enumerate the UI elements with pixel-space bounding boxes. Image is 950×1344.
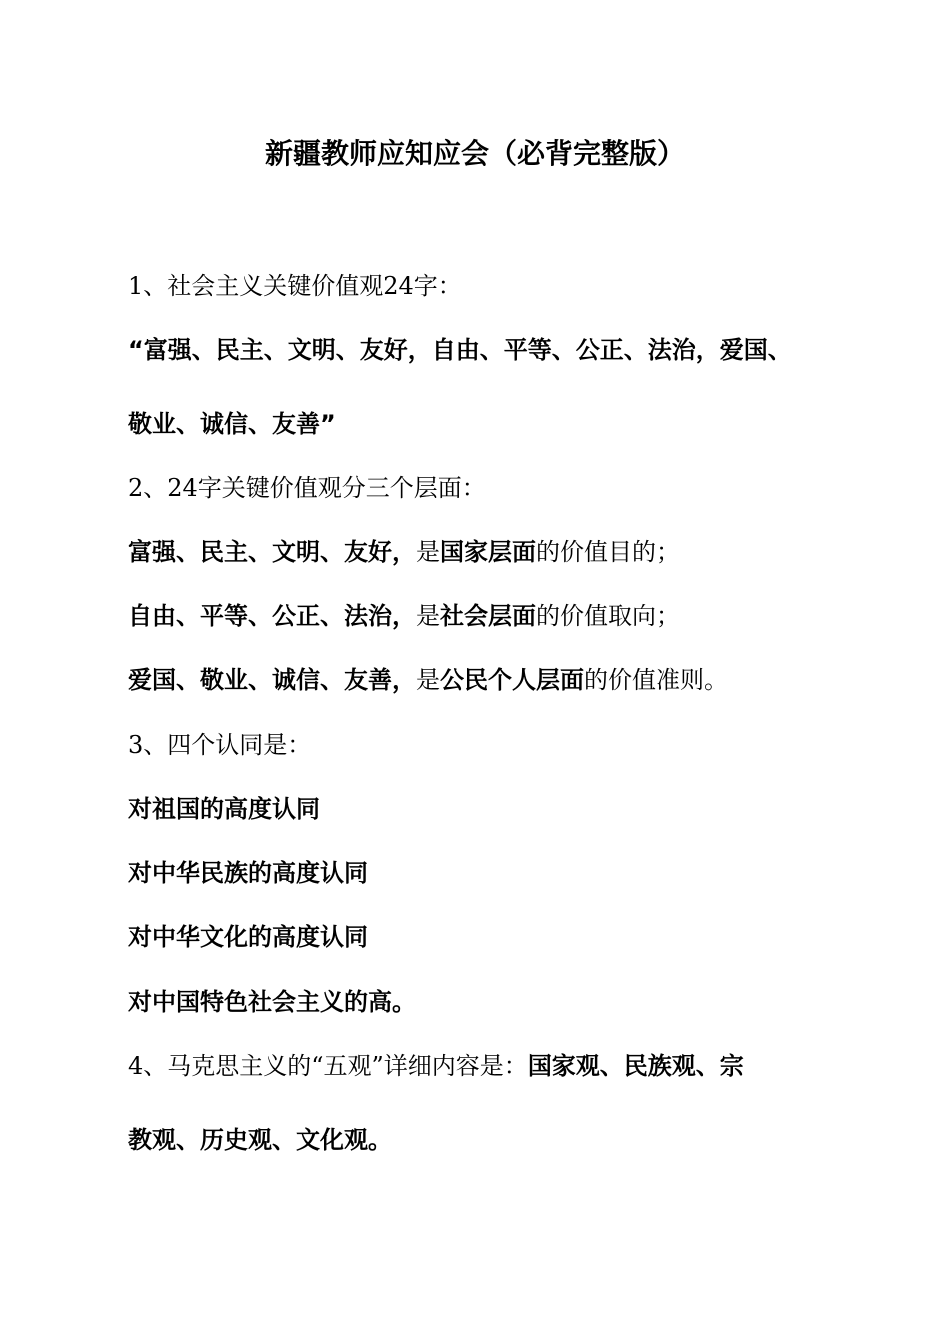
section-3-heading: 3、四个认同是： [128, 731, 312, 759]
identity-item-nation: 对中华民族的高度认同 [128, 859, 368, 887]
copula: 是 [416, 538, 440, 566]
values-list: 爱国、敬业、诚信、友善， [128, 666, 416, 694]
section-2-row-national [128, 536, 680, 568]
copula: 是 [416, 666, 440, 694]
level-tail: 的价值准则。 [584, 666, 728, 694]
level-tail: 的价值取向； [536, 602, 680, 630]
level-tail: 的价值目的； [536, 538, 680, 566]
section-4-body-line-2: 教观、历史观、文化观。 [128, 1126, 392, 1154]
section-1-heading: 1、社会主义关键价值观24字： [128, 272, 462, 300]
section-4-heading: 4、马克思主义的“五观”详细内容是： [128, 1052, 528, 1080]
section-4-heading-line [128, 1050, 744, 1082]
copula: 是 [416, 602, 440, 630]
document-title: 新疆教师应知应会（必背完整版） [264, 137, 685, 170]
section-2-row-citizen [128, 664, 728, 696]
identity-item-culture: 对中华文化的高度认同 [128, 923, 368, 951]
level-label: 国家层面 [440, 538, 536, 566]
section-2-row-social [128, 600, 680, 632]
section-1-body-line-1: “富强、民主、文明、友好，自由、平等、公正、法治，爱国、 [128, 336, 792, 364]
level-label: 社会层面 [440, 602, 536, 630]
values-list: 自由、平等、公正、法治， [128, 602, 416, 630]
section-4-inline-values: 国家观、民族观、宗 [527, 1052, 744, 1080]
identity-item-socialism: 对中国特色社会主义的高。 [128, 988, 416, 1016]
section-2-heading: 2、24字关键价值观分三个层面： [128, 474, 486, 502]
values-list: 富强、民主、文明、友好， [128, 538, 416, 566]
identity-item-motherland: 对祖国的高度认同 [128, 795, 320, 823]
level-label: 公民个人层面 [440, 666, 584, 694]
section-1-body-line-2: 敬业、诚信、友善” [128, 410, 336, 438]
